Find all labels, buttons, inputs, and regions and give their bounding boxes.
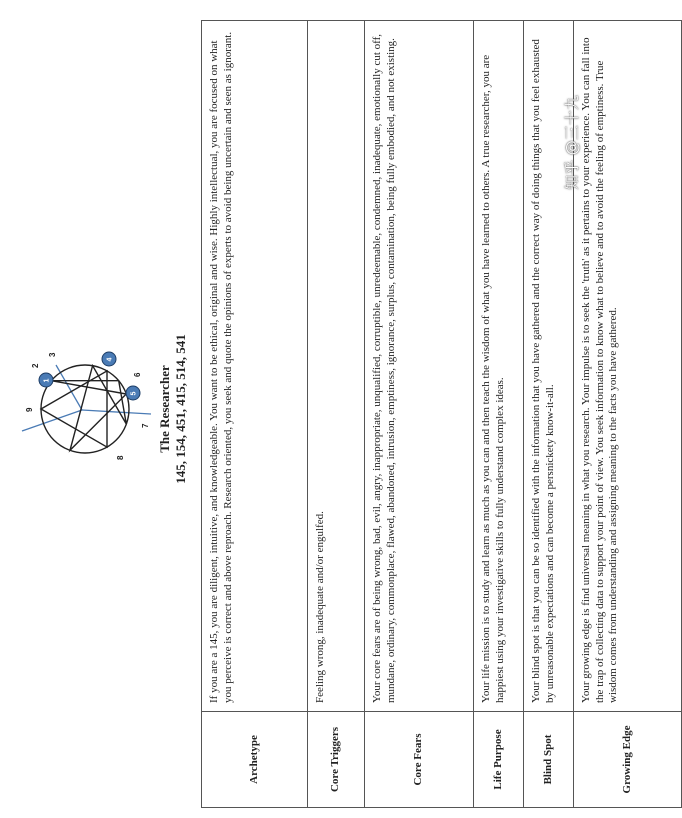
svg-text:5: 5	[130, 391, 138, 396]
type-codes: 145, 154, 451, 415, 514, 541	[173, 334, 188, 484]
enneagram-diagram	[12, 346, 152, 472]
row-text: Your growing edge is find universal meaning in what you research. Your impulse is to seek the 'truth' as it pertains to your experience. You can fall into the trap of collecting data to support your point of view. You seek information to know what to believe and to avoid the feeling of emptiness. True wisdom comes from understanding and assigning meaning to the facts you have gathered.	[574, 21, 682, 712]
enneagram-hexad	[51, 366, 126, 451]
enneagram-number-7: 7	[141, 423, 150, 428]
enneagram-number-9: 9	[25, 407, 34, 412]
table-row	[574, 21, 682, 808]
enneagram-circle	[41, 365, 129, 453]
title-block	[157, 0, 189, 818]
svg-text:1: 1	[43, 378, 51, 383]
row-text: Your blind spot is that you can be so identified with the information that you have gathered and the correct way of doing things that you feel exhausted by unreasonable expectations and can become a persnickety know-it-all.	[524, 21, 574, 712]
row-text: Feeling wrong, inadequate and/or engulfed.	[308, 21, 365, 712]
row-text: Your core fears are of being wrong, bad, evil, angry, inappropriate, unqualified, corruptible, unredeemable, condemned, inadequate, emotionally cut off, mundane, ordinary, commonplace, flawed, abandoned, intrusion, emptiness, ignorance, surplus, contamination, being fully embodied, and not existing.	[365, 21, 474, 712]
enneagram-number-2: 2	[31, 363, 40, 368]
row-label: Archetype	[202, 712, 308, 808]
row-label: Blind Spot	[524, 712, 574, 808]
profile-table	[201, 20, 682, 808]
enneagram-badge-5	[126, 386, 140, 400]
watermark: 知乎 @三十九	[563, 95, 581, 190]
row-label: Growing Edge	[574, 712, 682, 808]
svg-text:4: 4	[106, 357, 114, 362]
row-label: Core Triggers	[308, 712, 365, 808]
table-row	[365, 21, 474, 808]
enneagram-badge-4	[102, 352, 116, 366]
enneagram-number-6: 6	[133, 372, 142, 377]
enneagram-labels	[25, 352, 150, 460]
table-row	[474, 21, 524, 808]
table-row	[202, 21, 308, 808]
row-label: Core Fears	[365, 712, 474, 808]
enneagram-number-8: 8	[116, 455, 125, 460]
enneagram-number-3: 3	[48, 352, 57, 357]
table-row	[308, 21, 365, 808]
row-text: If you are a 145, you are diligent, intuitive, and knowledgeable. You want to be ethical, original and wise. Highly intellectual, you are focused on what you perceive is correct and above reproach. Research oriented, you seek and quote the opinions of experts to avoid being uncertain and seen as ignorant.	[202, 21, 308, 712]
type-name: The Researcher	[157, 365, 172, 453]
enneagram-badge-1	[39, 373, 53, 387]
row-text: Your life mission is to study and learn as much as you can and then teach the wisdom of what you have learned to others. A true researcher, you are happiest using your investigative skills to fully understand complex ideas.	[474, 21, 524, 712]
row-label: Life Purpose	[474, 712, 524, 808]
